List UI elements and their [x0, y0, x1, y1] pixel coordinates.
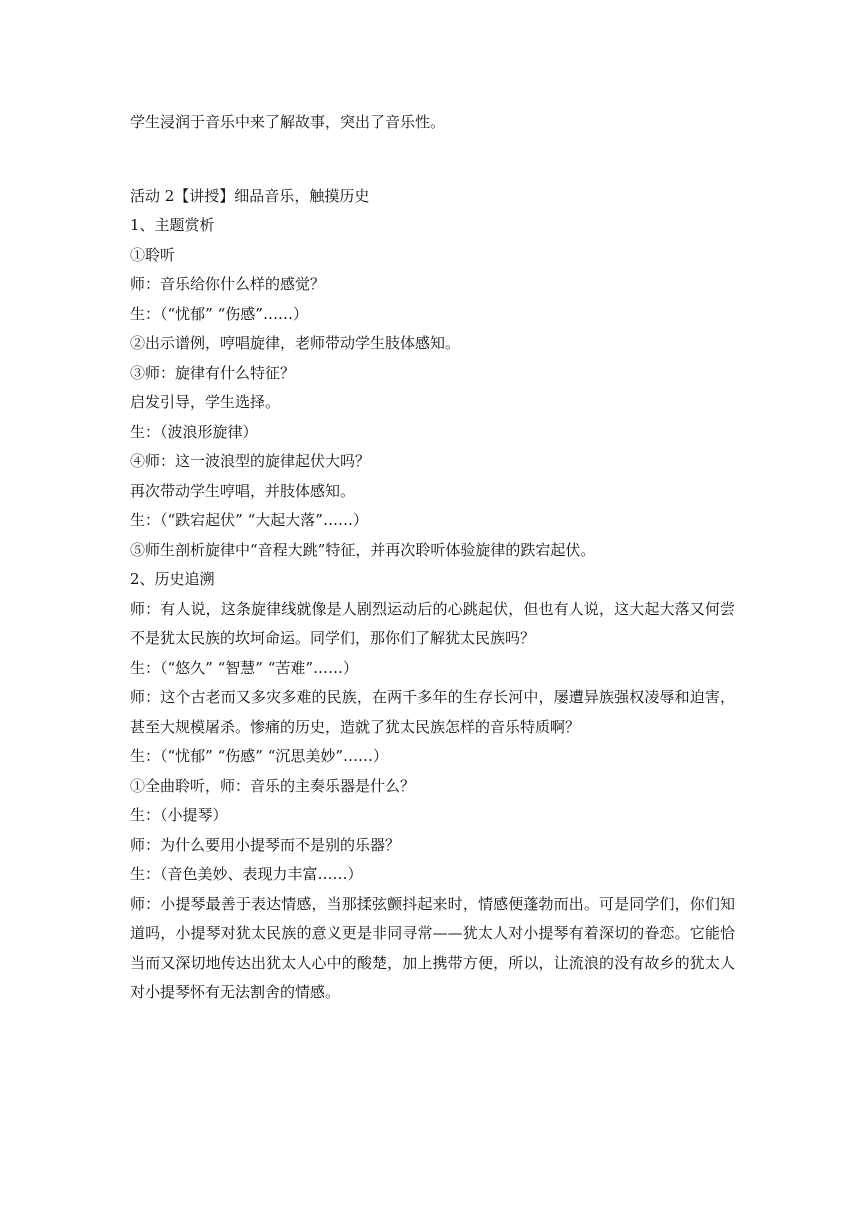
student-answer: 生：（波浪形旋律）: [130, 422, 258, 441]
teacher-statement: 师：这个古老而又多灾多难的民族，在两千多年的生存长河中，屡遭异族强权凌辱和迫害，甚至大规模屠杀。惨痛的历史，造就了犹太民族怎样的音乐特质啊？: [130, 688, 735, 736]
paragraph-intro: 学生浸润于音乐中来了解故事，突出了音乐性。: [130, 113, 446, 131]
paragraph: 启发引导，学生选择。: [130, 393, 281, 411]
student-answer: 生：（小提琴）: [130, 806, 228, 824]
student-answer: 生：（“跌宕起伏” “大起大落”……）: [130, 511, 368, 529]
step-listen: ①聆听: [130, 245, 176, 264]
section-heading-history: 2、历史追溯: [130, 570, 215, 588]
student-answer: 生：（音色美妙、表现力丰富……）: [130, 865, 363, 883]
step-analysis: ⑤师生剖析旋律中“音程大跳”特征，并再次聆听体验旋律的跌宕起伏。: [130, 540, 596, 559]
teacher-question: ①全曲聆听，师：音乐的主奏乐器是什么？: [130, 776, 416, 795]
teacher-question: ④师：这一波浪型的旋律起伏大吗？: [130, 452, 371, 470]
teacher-question: 师：音乐给你什么样的感觉？: [130, 275, 326, 293]
teacher-question: 师：为什么要用小提琴而不是别的乐器？: [130, 835, 401, 854]
step-score: ②出示谱例，哼唱旋律，老师带动学生肢体感知。: [130, 334, 461, 352]
student-answer: 生：（“忧郁” “伤感”……）: [130, 304, 308, 323]
paragraph-spacer: [130, 138, 735, 182]
activity-heading: 活动 2【讲授】细品音乐，触摸历史: [130, 186, 370, 205]
teacher-question: ③师：旋律有什么特征？: [130, 363, 296, 382]
paragraph: 再次带动学生哼唱，并肢体感知。: [130, 481, 356, 500]
teacher-statement: 师：小提琴最善于表达情感，当那揉弦颤抖起来时，情感便蓬勃而出。可是同学们，你们知道吗，小提琴对犹太民族的意义更是非同寻常——犹太人对小提琴有着深切的眷恋。它能恰当而又深切地传达出犹太人心中的酸楚，加上携带方便，所以，让流浪的没有故乡的犹太人对小提琴怀有无法割舍的情感。: [130, 894, 735, 1001]
student-answer: 生：（“悠久” “智慧” “苦难”……）: [130, 658, 359, 677]
document-body: [130, 108, 735, 1008]
teacher-statement: 师：有人说，这条旋律线就像是人剧烈运动后的心跳起伏，但也有人说，这大起大落又何尝不是犹太民族的坎坷命运。同学们，那你们了解犹太民族吗？: [130, 599, 735, 647]
student-answer: 生：（“忧郁” “伤感” “沉思美妙”……）: [130, 747, 389, 765]
section-heading-theme: 1、主题赏析: [130, 216, 215, 234]
